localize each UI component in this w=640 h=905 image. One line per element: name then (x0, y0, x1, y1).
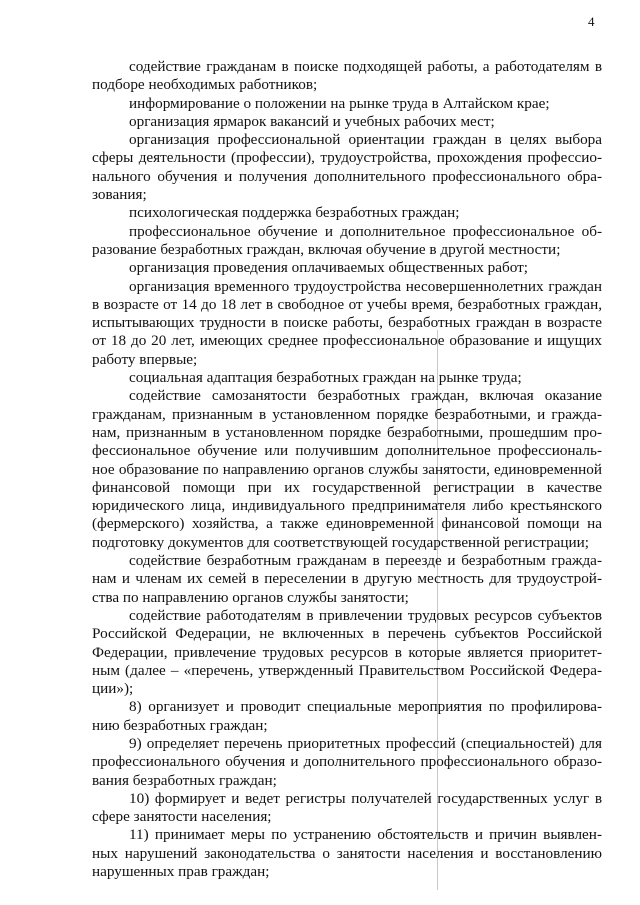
paragraph-professional-training: профессиональное обучение и дополнительное профессиональное образование безработных граждан, включая обучение в другой местности; (92, 222, 602, 258)
paragraph-psychological-support: психологическая поддержка безработных граждан; (129, 204, 460, 222)
paragraph-self-employment: содействие самозанятости безработных граждан, включая оказание гражданам, признанным в установленном порядке безработными, и гражданам, признанным в установленном порядке безработными, прошедшим профессиональное обучение или получившим дополнительное профессиональное образование по направлению органов службы занятости, единовременной финансовой помощи при их государственной регистрации в качестве юридического лица, индивидуального предпринимателя либо крестьянского (фермерского) хозяйства, а также единовременной финансовой помощи на подготовку документов для соответствующей государственной регистрации; (92, 387, 602, 551)
paragraph-item-9: 9) определяет перечень приоритетных профессий (специальностей) для профессионального обучения и дополнительного профессионального образования безработных граждан; (92, 734, 602, 789)
paragraph-job-search-assistance: содействие гражданам в поиске подходящей работы, а работодателям в подборе необходимых работников; (92, 58, 602, 94)
paragraph-item-11: 11) принимает меры по устранению обстоятельств и причин выявленных нарушений законодательства о занятости населения и восстановлению нарушенных прав граждан; (92, 826, 602, 881)
paragraph-relocation-assistance: содействие безработным гражданам в переезде и безработным гражданам и членам их семей в переселении в другую местность для трудоустройства по направлению органов службы занятости; (92, 552, 602, 606)
paragraph-item-8: 8) организует и проводит специальные мероприятия по профилированию безработных граждан; (92, 698, 602, 734)
paragraph-labor-resources: содействие работодателям в привлечении трудовых ресурсов субъектов Российской Федерации, не включенных в перечень субъектов Российской Федерации, привлечение трудовых ресурсов в которые является приоритетным (далее – «перечень, утвержденный Правительством Российской Федерации»); (92, 606, 602, 698)
paragraph-temporary-employment: организация временного трудоустройства несовершеннолетних граждан в возрасте от 14 до 18 лет в свободное от учебы время, безработных граждан, испытывающих трудности в поиске работы, безработных граждан в возрасте от 18 до 20 лет, имеющих среднее профессиональное образование и ищущих работу впервые; (92, 277, 602, 368)
paragraph-career-guidance: организация профессиональной ориентации граждан в целях выбора сферы деятельности (профессии), трудоустройства, прохождения профессионального обучения и получения дополнительного профессионального образования; (92, 131, 602, 204)
paragraph-social-adaptation: социальная адаптация безработных граждан на рынке труда; (129, 369, 522, 387)
paragraph-labor-market-info: информирование о положении на рынке труда в Алтайском крае; (129, 94, 550, 112)
page-number: 4 (588, 14, 595, 29)
paragraph-item-10: 10) формирует и ведет регистры получателей государственных услуг в сфере занятости населения; (92, 789, 602, 826)
document-body (92, 58, 602, 881)
paragraph-public-works: организация проведения оплачиваемых общественных работ; (129, 259, 528, 277)
paragraph-job-fairs: организация ярмарок вакансий и учебных рабочих мест; (129, 112, 495, 130)
